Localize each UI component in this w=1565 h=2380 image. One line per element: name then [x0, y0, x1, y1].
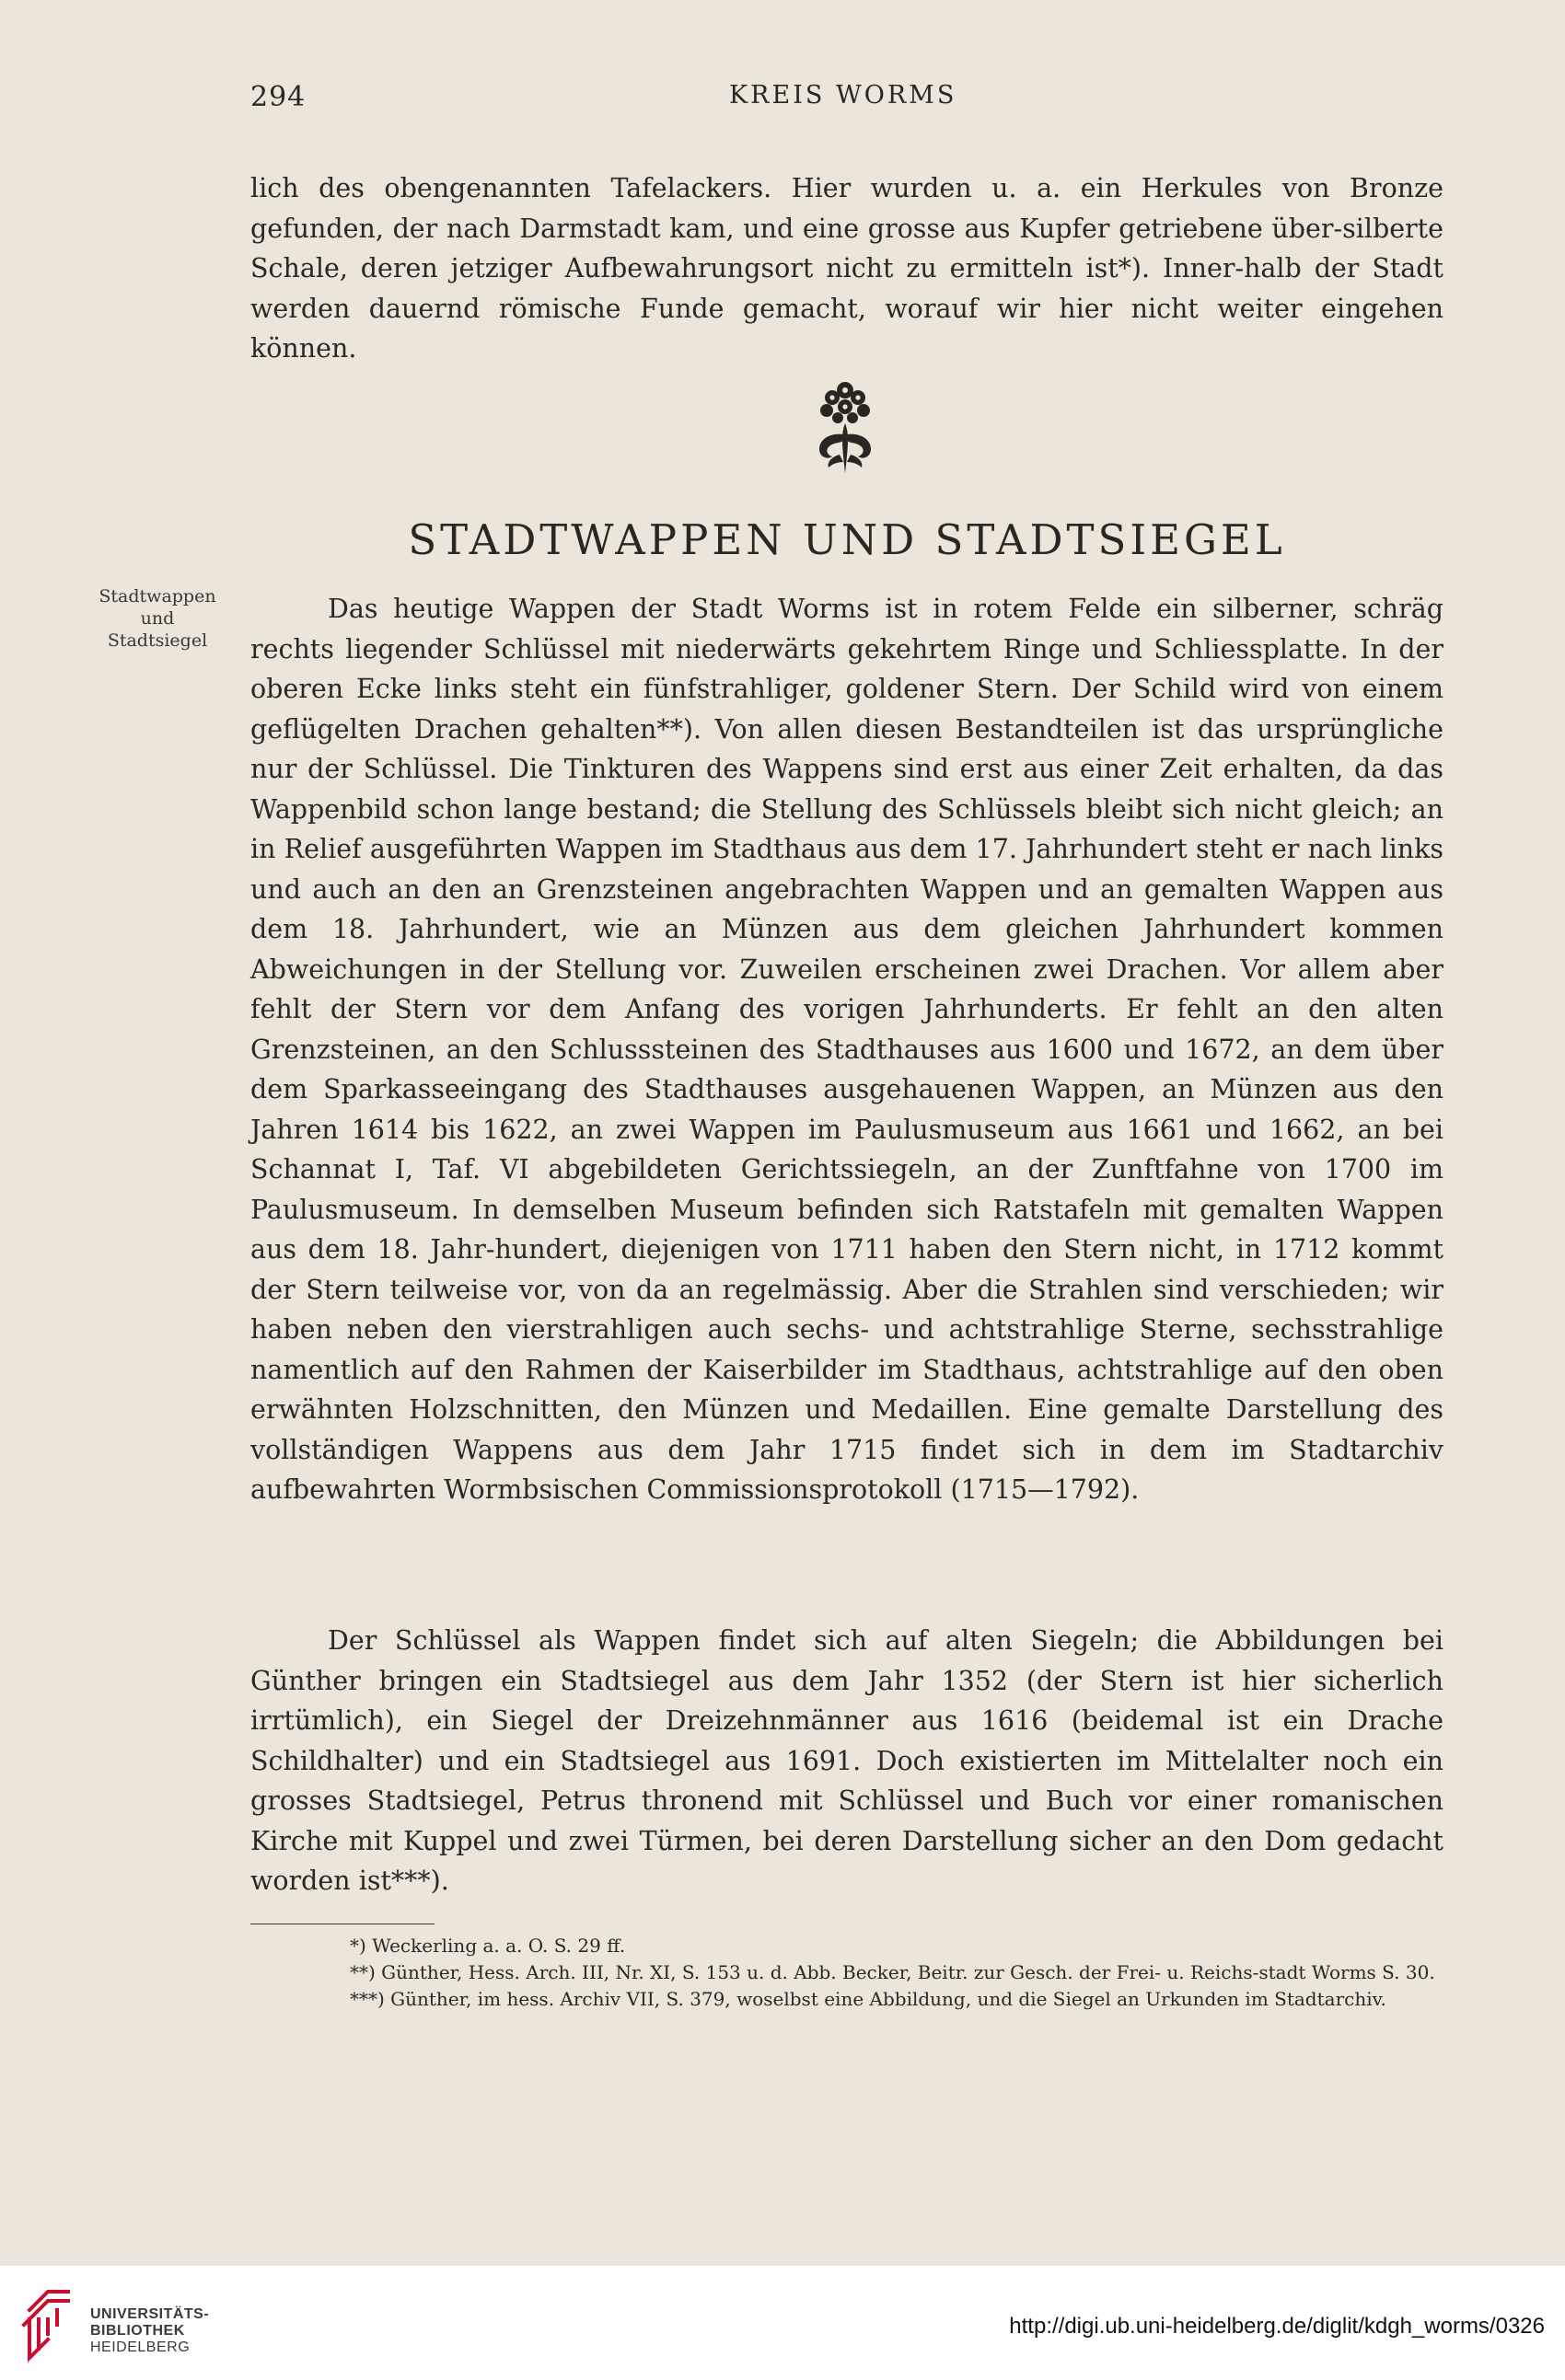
logo-line: HEIDELBERG	[90, 2340, 191, 2355]
section-title: STADTWAPPEN UND STADTSIEGEL	[408, 515, 1286, 564]
footer-bar	[0, 2266, 1565, 2380]
footnote: *) Weckerling a. a. O. S. 29 ff.	[350, 1935, 626, 1957]
marginal-note-line: Stadtwappen	[99, 586, 216, 607]
running-title: KREIS WORMS	[729, 81, 957, 110]
paragraph-intro: lich des obengenannten Tafelackers. Hier wurden u. a. ein Herkules von Bronze gefunden, der nach Darmstadt kam, und eine grosse aus Kupfer getriebene über-silberte Schale, deren jetziger Aufbewahrungsort nicht zu ermitteln ist*). Inner-halb der Stadt werden dauernd römische Funde gemacht, worauf wir hier nicht weiter eingehen können.	[250, 173, 1443, 364]
footnote: ***) Günther, im hess. Archiv VII, S. 379, woselbst eine Abbildung, und die Siegel an Urkunden im Stadtarchiv.	[350, 1988, 1386, 2010]
source-url-link[interactable]: http://digi.ub.uni-heidelberg.de/diglit/kdgh_worms/0326	[1009, 2314, 1545, 2339]
ub-heidelberg-logo-icon[interactable]	[20, 2282, 77, 2367]
paragraph-wappen: Das heutige Wappen der Stadt Worms ist in rotem Felde ein silberner, schräg rechts liegender Schlüssel mit niederwärts gekehrtem Ringe und Schliessplatte. In der oberen Ecke links steht ein fünfstrahliger, goldener Stern. Der Schild wird von einem geflügelten Drachen gehalten**). Von allen diesen Bestandteilen ist das ursprüngliche nur der Schlüssel. Die Tinkturen des Wappens sind erst aus einer Zeit erhalten, da das Wappenbild schon lange bestand; die Stellung des Schlüssels bleibt sich nicht gleich; an in Relief ausgeführten Wappen im Stadthaus aus dem 17. Jahrhundert steht er nach links und auch an den an Grenzsteinen angebrachten Wappen und an gemalten Wappen aus dem 18. Jahrhundert, wie an Münzen aus dem gleichen Jahrhundert kommen Abweichungen in der Stellung vor. Zuweilen erscheinen zwei Drachen. Vor allem aber fehlt der Stern vor dem Anfang des vorigen Jahrhunderts. Er fehlt an den alten Grenzsteinen, an den Schlusssteinen des Stadthauses aus 1600 und 1672, an dem über dem Sparkasseeingang des Stadthauses ausgehauenen Wappen, an Münzen aus den Jahren 1614 bis 1622, an zwei Wappen im Paulusmuseum aus 1661 und 1662, an bei Schannat I, Taf. VI abgebildeten Gerichtssiegeln, an der Zunftfahne von 1700 im Paulusmuseum. In demselben Museum befinden sich Ratstafeln mit gemalten Wappen aus dem 18. Jahr-hundert, diejenigen von 1711 haben den Stern nicht, in 1712 kommt der Stern teilweise vor, von da an regelmässig. Aber die Strahlen sind verschieden; wir haben neben den vierstrahligen auch sechs- und achtstrahlige Sterne, sechsstrahlige namentlich auf den Rahmen der Kaiserbilder im Stadthaus, achtstrahlige auf den oben erwähnten Holzschnitten, den Münzen und Medaillen. Eine gemalte Darstellung des vollständigen Wappens aus dem Jahr 1715 findet sich in dem im Stadtarchiv aufbewahrten Wormbsischen Commissionsprotokoll (1715—1792).	[250, 594, 1443, 1505]
paragraph-siegel: Der Schlüssel als Wappen findet sich auf alten Siegeln; die Abbildungen bei Günther bringen ein Stadtsiegel aus dem Jahr 1352 (der Stern ist hier sicherlich irrtümlich), ein Siegel der Dreizehnmänner aus 1616 (beidemal ist ein Drache Schildhalter) und ein Stadtsiegel aus 1691. Doch existierten im Mittelalter noch ein grosses Stadtsiegel, Petrus thronend mit Schlüssel und Buch vor einer romanischen Kirche mit Kuppel und zwei Türmen, bei deren Darstellung sicher an den Dom gedacht worden ist***).	[250, 1625, 1443, 1896]
floral-vignette-icon	[799, 377, 891, 479]
library-logo-text[interactable]	[90, 2306, 209, 2356]
marginal-note-line: und	[140, 608, 175, 629]
marginal-note-line: Stadtsiegel	[107, 630, 208, 651]
logo-line: BIBLIOTHEK	[90, 2323, 185, 2339]
marginal-note	[79, 585, 236, 652]
footnotes	[250, 1933, 1443, 2013]
logo-line: UNIVERSITÄTS-	[90, 2306, 210, 2322]
running-head	[250, 81, 1447, 118]
footnote: **) Günther, Hess. Arch. III, Nr. XI, S. 153 u. d. Abb. Becker, Beitr. zur Gesch. der Frei- u. Reichs-stadt Worms S. 30.	[350, 1961, 1435, 1983]
page-number: 294	[250, 81, 307, 113]
